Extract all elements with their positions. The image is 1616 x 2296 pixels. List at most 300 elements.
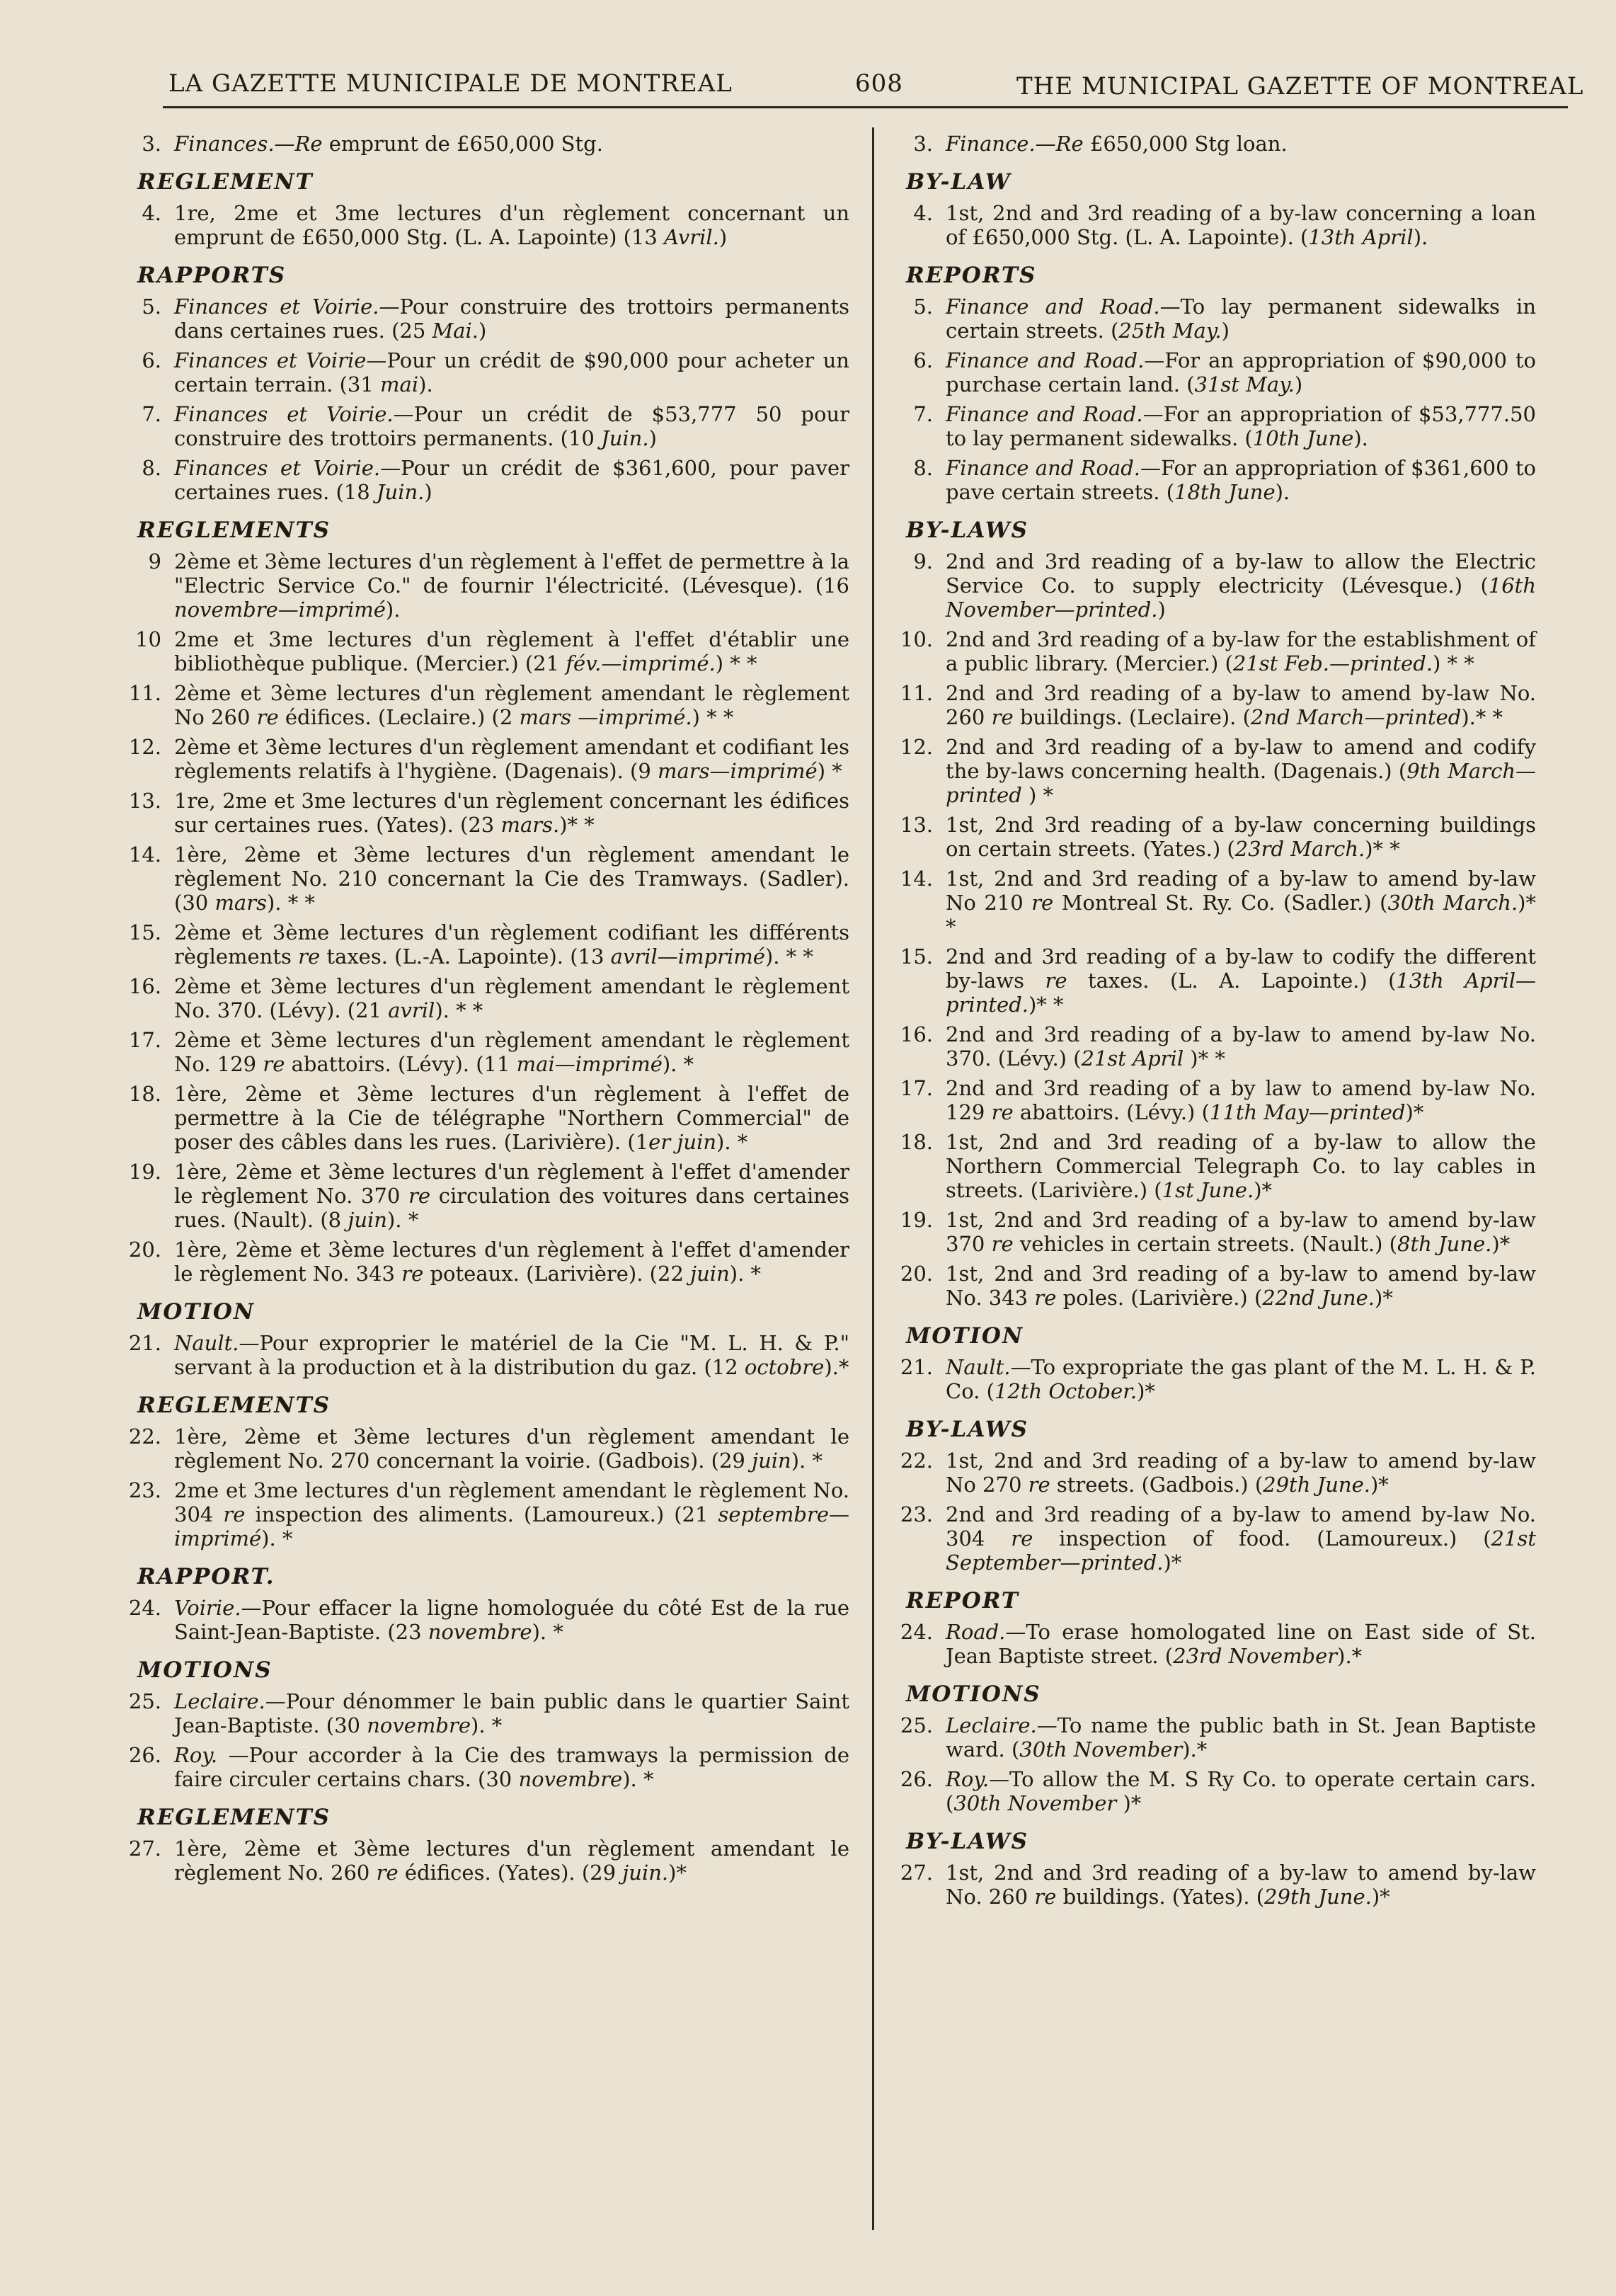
english-item — [885, 1130, 1536, 1202]
item-text — [174, 402, 849, 450]
item-lead: Leclaire. — [946, 1713, 1037, 1737]
french-item — [113, 1837, 849, 1885]
item-number: 3. — [913, 132, 933, 156]
item-date: avril—imprimé — [610, 944, 765, 969]
item-body: 1ère, 2ème et 3ème lectures d'un règlement amendant le règlement No. 210 concernant la Cie des Tramways. (Sadler). (30 — [174, 843, 849, 915]
french-item — [113, 1478, 849, 1550]
item-number: 24. — [900, 1620, 933, 1644]
item-number: 10 — [135, 627, 161, 651]
section-heading: BY-LAW — [906, 169, 1012, 195]
item-date: 22nd June. — [1262, 1286, 1375, 1310]
item-number: 14. — [900, 867, 933, 891]
item-text — [946, 1502, 1536, 1575]
item-body: £650,000 Stg loan. — [1083, 132, 1288, 156]
french-item — [113, 1596, 849, 1644]
english-item — [885, 295, 1536, 343]
item-number: 21. — [128, 1331, 161, 1355]
item-body: —Pour exproprier le matériel de la Cie "M. L. H. & P." servant à la production et à la distribution du gaz. (12 — [174, 1331, 849, 1379]
item-tail: )* — [1405, 1100, 1424, 1124]
item-body-cont: buildings. (Yates). ( — [1056, 1885, 1265, 1909]
item-lead: Finances et Voirie. — [174, 402, 394, 426]
item-body: 1ère, 2ème et 3ème lectures d'un règlement à l'effet d'amender le règlement No. 370 — [174, 1160, 849, 1208]
item-number: 17. — [900, 1076, 933, 1100]
english-item — [885, 1620, 1536, 1668]
item-number: 10. — [900, 627, 933, 651]
item-number: 16. — [128, 974, 161, 998]
item-number: 15. — [900, 944, 933, 969]
item-number: 8. — [913, 456, 933, 480]
item-date: 21st April — [1081, 1046, 1184, 1070]
item-number: 7. — [913, 402, 933, 426]
item-body-cont: inspection des aliments. (Lamoureux.) (21 — [245, 1502, 718, 1526]
item-body: —Pour un crédit de $53,777 50 pour construire des trottoirs permanents. (10 — [174, 402, 849, 450]
item-tail: ) — [1221, 319, 1230, 343]
item-body-cont: poteaux. (Larivière). (22 — [423, 1262, 691, 1286]
item-text — [174, 348, 849, 396]
item-body: —To erase homologated line on East side of St. Jean Baptiste street. ( — [946, 1620, 1536, 1668]
item-re: re — [991, 1232, 1014, 1256]
item-body: —For an appropriation of $361,600 to pave certain streets. ( — [946, 456, 1536, 504]
item-text — [946, 1713, 1536, 1761]
item-re: re — [1011, 1526, 1033, 1550]
english-item — [885, 681, 1536, 729]
item-re: re — [256, 705, 279, 729]
english-item — [885, 813, 1536, 861]
item-body: 2ème et 3ème lectures d'un règlement amendant le règlement No. 370. (Lévy). (21 — [174, 974, 849, 1022]
item-tail: ). * — [386, 1208, 419, 1232]
item-date: mars —imprimé. — [519, 705, 692, 729]
item-text — [174, 132, 849, 156]
english-item — [885, 735, 1536, 807]
item-number: 11. — [128, 681, 161, 705]
item-body: 2nd and 3rd reading of a by-law to amend by-law No. 304 — [946, 1502, 1536, 1550]
item-lead: Finances et Voirie. — [174, 456, 381, 480]
header-rule — [163, 106, 1568, 108]
page-number: 608 — [855, 69, 903, 98]
item-date: 30th November — [953, 1791, 1117, 1815]
item-number: 12. — [900, 735, 933, 759]
section-heading: REPORTS — [906, 263, 1037, 288]
item-re: re — [408, 1184, 431, 1208]
item-body: 1st, 2nd and 3rd reading of a by-law to amend by-law No. 260 — [946, 1861, 1536, 1909]
item-tail: )* — [1371, 1885, 1390, 1909]
section-heading: BY-LAWS — [906, 1829, 1029, 1854]
english-item — [885, 1767, 1536, 1815]
item-body: 2ème et 3ème lectures d'un règlement codifiant les différents règlements — [174, 920, 849, 969]
item-re: re — [298, 944, 321, 969]
item-re: re — [263, 1052, 285, 1076]
item-tail: ).* — [1337, 1644, 1363, 1668]
item-text — [174, 1596, 849, 1644]
french-column — [113, 132, 849, 1890]
item-body: emprunt de £650,000 Stg. — [322, 132, 603, 156]
item-text — [174, 1424, 849, 1473]
item-body: 2nd and 3rd reading of a by-law to amend and codify the by-laws concerning health. (Dagenais.) ( — [946, 735, 1536, 783]
item-text — [946, 456, 1536, 504]
item-date: juin. — [622, 1861, 669, 1885]
item-text — [946, 681, 1536, 729]
english-item — [885, 456, 1536, 504]
item-tail: ). * — [471, 1713, 503, 1737]
item-body: 2nd and 3rd reading of a by-law to allow the Electric Service Co. to supply electricity (Lévesque.) ( — [946, 549, 1536, 598]
english-item — [885, 1713, 1536, 1761]
item-number: 14. — [128, 843, 161, 867]
english-item — [885, 201, 1536, 249]
item-body: 2nd and 3rd reading of a by-law for the establishment of a public library. (Mercier.) ( — [946, 627, 1536, 675]
item-body: —Pour effacer la ligne homologuée du côté Est de la rue Saint-Jean-Baptiste. (23 — [174, 1596, 849, 1644]
item-text — [946, 867, 1536, 939]
item-number: 25. — [128, 1689, 161, 1713]
item-number: 6. — [142, 348, 161, 372]
item-tail: ) * — [817, 759, 842, 783]
item-body: —For an appropriation of $90,000 to purchase certain land. ( — [946, 348, 1536, 396]
item-body: 1ère, 2ème et 3ème lectures d'un règlement à l'effet d'amender le règlement No. 343 — [174, 1238, 849, 1286]
item-tail: )* * — [1028, 993, 1064, 1017]
french-item — [113, 1424, 849, 1473]
item-tail: )* * — [1184, 1046, 1225, 1070]
item-body-cont: poles. (Larivière.) ( — [1056, 1286, 1263, 1310]
item-tail: )* — [1163, 1550, 1182, 1575]
section-heading: BY-LAWS — [906, 1417, 1029, 1442]
item-date: 30th March. — [1387, 891, 1518, 915]
item-body: 1st, 2nd and 3rd reading of a by-law to amend by-law 370 — [946, 1208, 1536, 1256]
item-number: 24. — [128, 1596, 161, 1620]
item-body-cont: Montreal St. Ry. Co. (Sadler.) ( — [1053, 891, 1388, 915]
column-divider — [872, 127, 874, 2230]
french-item — [113, 681, 849, 729]
item-date: 23rd November — [1173, 1644, 1338, 1668]
english-item — [885, 348, 1536, 396]
item-body: 2me et 3me lectures d'un règlement à l'effet d'établir une bibliothèque publique. (Mercier.) (21 — [174, 627, 849, 675]
item-tail: ) * * — [1433, 651, 1474, 675]
item-number: 8. — [142, 456, 161, 480]
item-body: 2ème et 3ème lectures d'un règlement amendant le règlement No 260 — [174, 681, 849, 729]
item-body: 2nd and 3rd reading of a by-law to amend by-law No. 370. (Lévy.) ( — [946, 1022, 1536, 1070]
item-text — [946, 201, 1536, 249]
item-number: 26. — [128, 1743, 161, 1767]
item-body: 2ème et 3ème lectures d'un règlement amendant et codifiant les règlements relatifs à l'hygiène. (Dagenais). (9 — [174, 735, 849, 783]
french-item — [113, 627, 849, 675]
french-item — [113, 843, 849, 915]
item-date: er juin — [648, 1130, 717, 1154]
item-number: 5. — [913, 295, 933, 319]
item-tail: ). * — [729, 1262, 762, 1286]
french-item — [113, 132, 849, 156]
item-number: 5. — [142, 295, 161, 319]
item-number: 26. — [900, 1767, 933, 1791]
item-number: 13. — [900, 813, 933, 837]
item-tail: ). — [1353, 426, 1368, 450]
item-tail: ). — [1275, 480, 1290, 504]
item-tail: ). * — [662, 1052, 694, 1076]
item-tail: )* — [1375, 1286, 1393, 1310]
section-heading: REPORT — [906, 1588, 1019, 1614]
item-lead: Roy. — [946, 1767, 990, 1791]
english-item — [885, 1262, 1536, 1310]
item-text — [946, 295, 1536, 343]
item-body: —Pour construire des trottoirs permanents dans certaines rues. (25 — [174, 295, 849, 343]
item-date: juin — [752, 1449, 791, 1473]
item-re: re — [1028, 1473, 1050, 1497]
item-lead: Finances et Voirie — [174, 348, 367, 372]
item-text — [174, 1160, 849, 1232]
item-tail: )* — [1137, 1379, 1155, 1403]
english-item — [885, 944, 1536, 1017]
item-body: —To lay permanent sidewalks in certain streets. ( — [946, 295, 1536, 343]
section-heading: REGLEMENTS — [137, 518, 331, 543]
item-body: 1st, 2nd 3rd reading of a by-law concerning buildings on certain streets. (Yates.) ( — [946, 813, 1536, 861]
item-text — [946, 1076, 1536, 1124]
item-text — [946, 402, 1536, 450]
item-text — [946, 1620, 1536, 1668]
item-date: Juin. — [601, 426, 649, 450]
french-item — [113, 974, 849, 1022]
item-body-cont: abattoirs. (Lévy.) ( — [1013, 1100, 1210, 1124]
item-text — [946, 1130, 1536, 1202]
item-tail: ). * — [261, 1526, 293, 1550]
item-body: 2nd and 3rd reading of a by law to amend by-law No. 129 — [946, 1076, 1536, 1124]
item-number: 11. — [900, 681, 933, 705]
item-number: 4. — [913, 201, 933, 225]
item-date: 29th June. — [1264, 1885, 1372, 1909]
item-date: mai—imprimé — [516, 1052, 663, 1076]
item-number: 27. — [128, 1837, 161, 1861]
english-item — [885, 1861, 1536, 1909]
section-heading: MOTION — [137, 1299, 256, 1325]
item-number: 18. — [128, 1082, 161, 1106]
item-lead: Finance and Road. — [946, 402, 1143, 426]
item-body: 1re, 2me et 3me lectures d'un règlement concernant les édifices sur certaines rues. (Yates). (23 — [174, 789, 849, 837]
item-number: 18. — [900, 1130, 933, 1154]
english-item — [885, 1449, 1536, 1497]
item-text — [946, 944, 1536, 1017]
item-number: 25. — [900, 1713, 933, 1737]
french-item — [113, 735, 849, 783]
item-number: 19. — [128, 1160, 161, 1184]
section-heading: RAPPORTS — [137, 263, 287, 288]
item-number: 15. — [128, 920, 161, 944]
english-item — [885, 402, 1536, 450]
item-tail: )* — [1254, 1178, 1273, 1202]
item-number: 22. — [128, 1424, 161, 1449]
item-body-cont: taxes. (L.-A. Lapointe). (13 — [320, 944, 611, 969]
item-number: 4. — [142, 201, 161, 225]
item-date: juin — [690, 1262, 730, 1286]
item-lead: Finance.—Re — [946, 132, 1084, 156]
item-text — [174, 974, 849, 1022]
english-item — [885, 549, 1536, 622]
item-date: 9th March—printed — [946, 759, 1536, 807]
english-item — [885, 867, 1536, 939]
item-number: 16. — [900, 1022, 933, 1046]
french-item — [113, 1160, 849, 1232]
item-re: re — [991, 705, 1014, 729]
item-tail: ) — [479, 319, 487, 343]
english-item — [885, 627, 1536, 675]
item-date: novembre—imprimé — [174, 598, 386, 622]
item-text — [946, 348, 1536, 396]
running-head-english: THE MUNICIPAL GAZETTE OF MONTREAL — [1016, 72, 1584, 101]
item-tail: ). — [385, 598, 401, 622]
item-date: 11th May—printed — [1209, 1100, 1406, 1124]
item-body: 2me et 3me lectures d'un règlement amendant le règlement No. 304 — [174, 1478, 849, 1526]
item-tail: ). * — [532, 1620, 563, 1644]
item-body-cont: édifices. (Leclaire.) (2 — [278, 705, 520, 729]
item-body: —Pour un crédit de $90,000 pour acheter un certain terrain. (31 — [174, 348, 849, 396]
item-body: 2nd and 3rd reading of a by-law to codify the different by-laws — [946, 944, 1536, 993]
item-tail: ) * * — [692, 705, 734, 729]
section-heading: REGLEMENT — [137, 169, 314, 195]
item-tail: )* * — [946, 891, 1536, 939]
item-re: re — [1045, 969, 1067, 993]
item-body-cont: abattoirs. (Lévy). (11 — [285, 1052, 517, 1076]
item-re: re — [376, 1861, 399, 1885]
item-tail: ) — [1157, 598, 1166, 622]
item-date: Juin. — [376, 480, 425, 504]
item-date: mars. — [500, 813, 560, 837]
item-tail: ). — [418, 372, 433, 396]
item-tail: ). — [1413, 225, 1428, 249]
item-body: —Pour un crédit de $361,600, pour paver certaines rues. (18 — [174, 456, 849, 504]
item-date: 21st Feb.—printed. — [1232, 651, 1433, 675]
item-body-cont: édifices. (Yates). (29 — [398, 1861, 623, 1885]
item-body: —For an appropriation of $53,777.50 to lay permanent sidewalks. ( — [946, 402, 1536, 450]
item-lead: Finances et Voirie. — [174, 295, 379, 319]
english-item — [885, 1208, 1536, 1256]
section-heading: MOTIONS — [137, 1657, 273, 1683]
item-number: 27. — [900, 1861, 933, 1885]
item-body-cont: circulation des voitures dans certaines rues. (Nault). (8 — [174, 1184, 849, 1232]
item-tail: ).* — [1182, 1737, 1208, 1761]
item-number: 17. — [128, 1028, 161, 1052]
english-column — [885, 132, 1536, 1914]
item-tail: ).* * — [1461, 705, 1503, 729]
item-tail: ) — [424, 480, 432, 504]
item-tail: )* — [668, 1861, 687, 1885]
item-tail: ) — [1294, 372, 1303, 396]
item-text — [174, 1082, 849, 1154]
item-date: juin — [348, 1208, 387, 1232]
item-text — [946, 1022, 1536, 1070]
item-text — [174, 549, 849, 622]
item-date: Avril. — [664, 225, 719, 249]
item-lead: Voirie. — [174, 1596, 241, 1620]
item-lead: Leclaire. — [174, 1689, 265, 1713]
item-text — [946, 1449, 1536, 1497]
item-date: novembre — [428, 1620, 532, 1644]
item-date: 13th April—printed. — [946, 969, 1536, 1017]
item-text — [174, 1743, 849, 1791]
item-tail: ). * — [622, 1767, 654, 1791]
item-date: mai — [380, 372, 419, 396]
item-body: 1st, 2nd and 3rd reading of a by-law concerning a loan of £650,000 Stg. (L. A. Lapointe). ( — [946, 201, 1536, 249]
item-text — [946, 627, 1536, 675]
french-item — [113, 1331, 849, 1379]
item-number: 9. — [913, 549, 933, 573]
item-tail: )* — [1491, 1232, 1511, 1256]
item-text — [174, 1837, 849, 1885]
item-lead: Nault. — [946, 1355, 1011, 1379]
item-lead: Finance and Road. — [946, 348, 1145, 372]
item-body: —To allow the M. S Ry Co. to operate certain cars. ( — [946, 1767, 1536, 1815]
item-text — [946, 1767, 1536, 1815]
french-item — [113, 1082, 849, 1154]
french-item — [113, 1689, 849, 1737]
french-item — [113, 456, 849, 504]
french-item — [113, 1028, 849, 1076]
running-head-french: LA GAZETTE MUNICIPALE DE MONTREAL — [168, 69, 733, 98]
item-body: —To expropriate the gas plant of the M. L. H. & P. Co. ( — [946, 1355, 1536, 1403]
french-item — [113, 295, 849, 343]
section-heading: MOTION — [906, 1323, 1024, 1349]
item-date: 13th April — [1308, 225, 1414, 249]
item-date: fév.—imprimé. — [566, 651, 716, 675]
item-date: mars — [214, 891, 267, 915]
section-heading: REGLEMENTS — [137, 1805, 331, 1830]
item-body: 1re, 2me et 3me lectures d'un règlement concernant un emprunt de £650,000 Stg. (L. A. Lapointe) (13 — [174, 201, 849, 249]
item-text — [174, 627, 849, 675]
french-item — [113, 402, 849, 450]
item-text — [174, 1478, 849, 1550]
item-text — [174, 1689, 849, 1737]
item-number: 20. — [900, 1262, 933, 1286]
english-item — [885, 1502, 1536, 1575]
item-date: avril — [388, 998, 435, 1022]
item-tail: ). * * — [266, 891, 315, 915]
item-body: 1st, 2nd and 3rd reading of a by-law to amend by-law No 270 — [946, 1449, 1536, 1497]
item-number: 13. — [128, 789, 161, 813]
item-body: 1ère, 2ème et 3ème lectures d'un règlement amendant le règlement No. 260 — [174, 1837, 849, 1885]
item-tail: ) — [648, 426, 657, 450]
item-tail: )* — [1370, 1473, 1389, 1497]
english-item — [885, 1022, 1536, 1070]
item-re: re — [991, 1100, 1014, 1124]
item-number: 7. — [142, 402, 161, 426]
item-body: —Pour dénommer le bain public dans le quartier Saint Jean-Baptiste. (30 — [174, 1689, 849, 1737]
item-tail: ).* — [824, 1355, 849, 1379]
item-date: 10th June — [1252, 426, 1354, 450]
item-text — [946, 132, 1536, 156]
item-body: 2ème et 3ème lectures d'un règlement à l'effet de permettre à la "Electric Service Co." de fournir l'électricité. (Lévesque). (16 — [174, 549, 849, 598]
section-heading: RAPPORT. — [137, 1564, 275, 1589]
item-date: mars—imprimé — [658, 759, 818, 783]
item-body-cont: inspection of food. (Lamoureux.) ( — [1033, 1526, 1491, 1550]
english-item — [885, 1355, 1536, 1403]
item-body-cont: buildings. (Leclaire). ( — [1013, 705, 1251, 729]
item-re: re — [1031, 891, 1054, 915]
item-body-cont: vehicles in certain streets. (Nault.) ( — [1013, 1232, 1397, 1256]
item-text — [946, 549, 1536, 622]
item-text — [174, 681, 849, 729]
item-date: 21st September—printed. — [946, 1526, 1536, 1575]
item-text — [946, 1355, 1536, 1403]
item-re: re — [1034, 1885, 1057, 1909]
item-number: 12. — [128, 735, 161, 759]
item-text — [946, 735, 1536, 807]
french-item — [113, 1238, 849, 1286]
item-lead: Road. — [946, 1620, 1006, 1644]
item-lead: Finance and Road. — [946, 456, 1141, 480]
section-heading: BY-LAWS — [906, 518, 1029, 543]
item-text — [174, 735, 849, 783]
item-body: 2ème et 3ème lectures d'un règlement amendant le règlement No. 129 — [174, 1028, 849, 1076]
item-number: 3. — [142, 132, 161, 156]
item-body: 1st, 2nd and 3rd reading of a by-law to amend by-law No. 343 — [946, 1262, 1536, 1310]
item-number: 22. — [900, 1449, 933, 1473]
french-item — [113, 348, 849, 396]
item-tail: ). * — [791, 1449, 823, 1473]
item-date: 23rd March. — [1234, 837, 1365, 861]
